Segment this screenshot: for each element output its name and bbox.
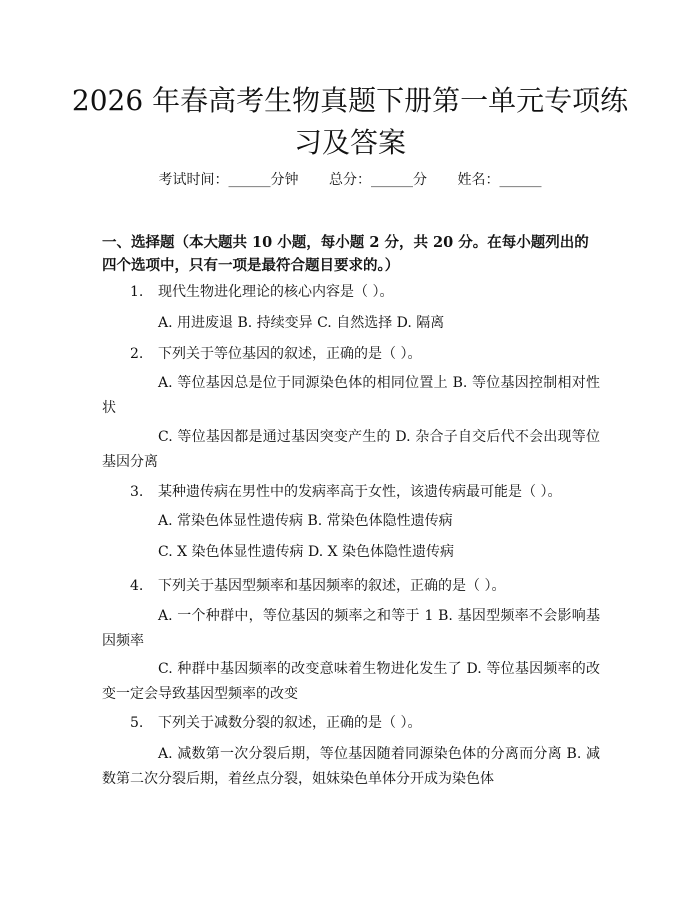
- total-score-field: 总分：______分: [329, 172, 427, 188]
- question-options: C. 等位基因都是通过基因突变产生的 D. 杂合子自交后代不会出现等位基因分离: [102, 429, 600, 470]
- question-text: 现代生物进化理论的核心内容是（ ）。: [158, 284, 394, 300]
- exam-info: [0, 170, 700, 190]
- question-text: 下列关于基因型频率和基因频率的叙述，正确的是（ ）。: [158, 578, 506, 594]
- question-stem: [102, 481, 600, 503]
- question-options: A. 等位基因总是位于同源染色体的相同位置上 B. 等位基因控制相对性状: [102, 375, 600, 416]
- question-options: A. 常染色体显性遗传病 B. 常染色体隐性遗传病: [158, 513, 453, 529]
- page-title: 2026 年春高考生物真题下册第一单元专项练习及答案: [71, 84, 629, 159]
- question-number: 5.: [130, 715, 144, 731]
- question-number: 3.: [130, 484, 144, 500]
- question-stem: [102, 281, 600, 303]
- question-options: A. 用进废退 B. 持续变异 C. 自然选择 D. 隔离: [158, 315, 445, 331]
- question-text: 下列关于减数分裂的叙述，正确的是（ ）。: [158, 715, 422, 731]
- question-text: 下列关于等位基因的叙述，正确的是（ ）。: [158, 346, 422, 362]
- question-options: C. X 染色体显性遗传病 D. X 染色体隐性遗传病: [158, 544, 455, 560]
- student-name-field: 姓名：______: [457, 172, 542, 188]
- question-number: 1.: [130, 284, 144, 300]
- question-options: A. 减数第一次分裂后期，等位基因随着同源染色体的分离而分离 B. 减数第二次分裂后期，着丝点分裂，姐妹染色单体分开成为染色体: [102, 746, 600, 787]
- section-heading: 一、选择题（本大题共 10 小题，每小题 2 分，共 20 分。在每小题列出的四个选项中，只有一项是最符合题目要求的。）: [102, 234, 589, 274]
- question-stem: [102, 575, 600, 597]
- exam-time-field: 考试时间：______分钟: [158, 172, 299, 188]
- question-number: 2.: [130, 346, 144, 362]
- question-number: 4.: [130, 578, 144, 594]
- question-stem: [102, 712, 600, 734]
- question-options: A. 一个种群中，等位基因的频率之和等于 1 B. 基因型频率不会影响基因频率: [102, 608, 600, 649]
- question-stem: [102, 343, 600, 365]
- question-options: C. 种群中基因频率的改变意味着生物进化发生了 D. 等位基因频率的改变一定会导致基因型频率的改变: [102, 661, 600, 702]
- question-text: 某种遗传病在男性中的发病率高于女性，该遗传病最可能是（ ）。: [158, 484, 562, 500]
